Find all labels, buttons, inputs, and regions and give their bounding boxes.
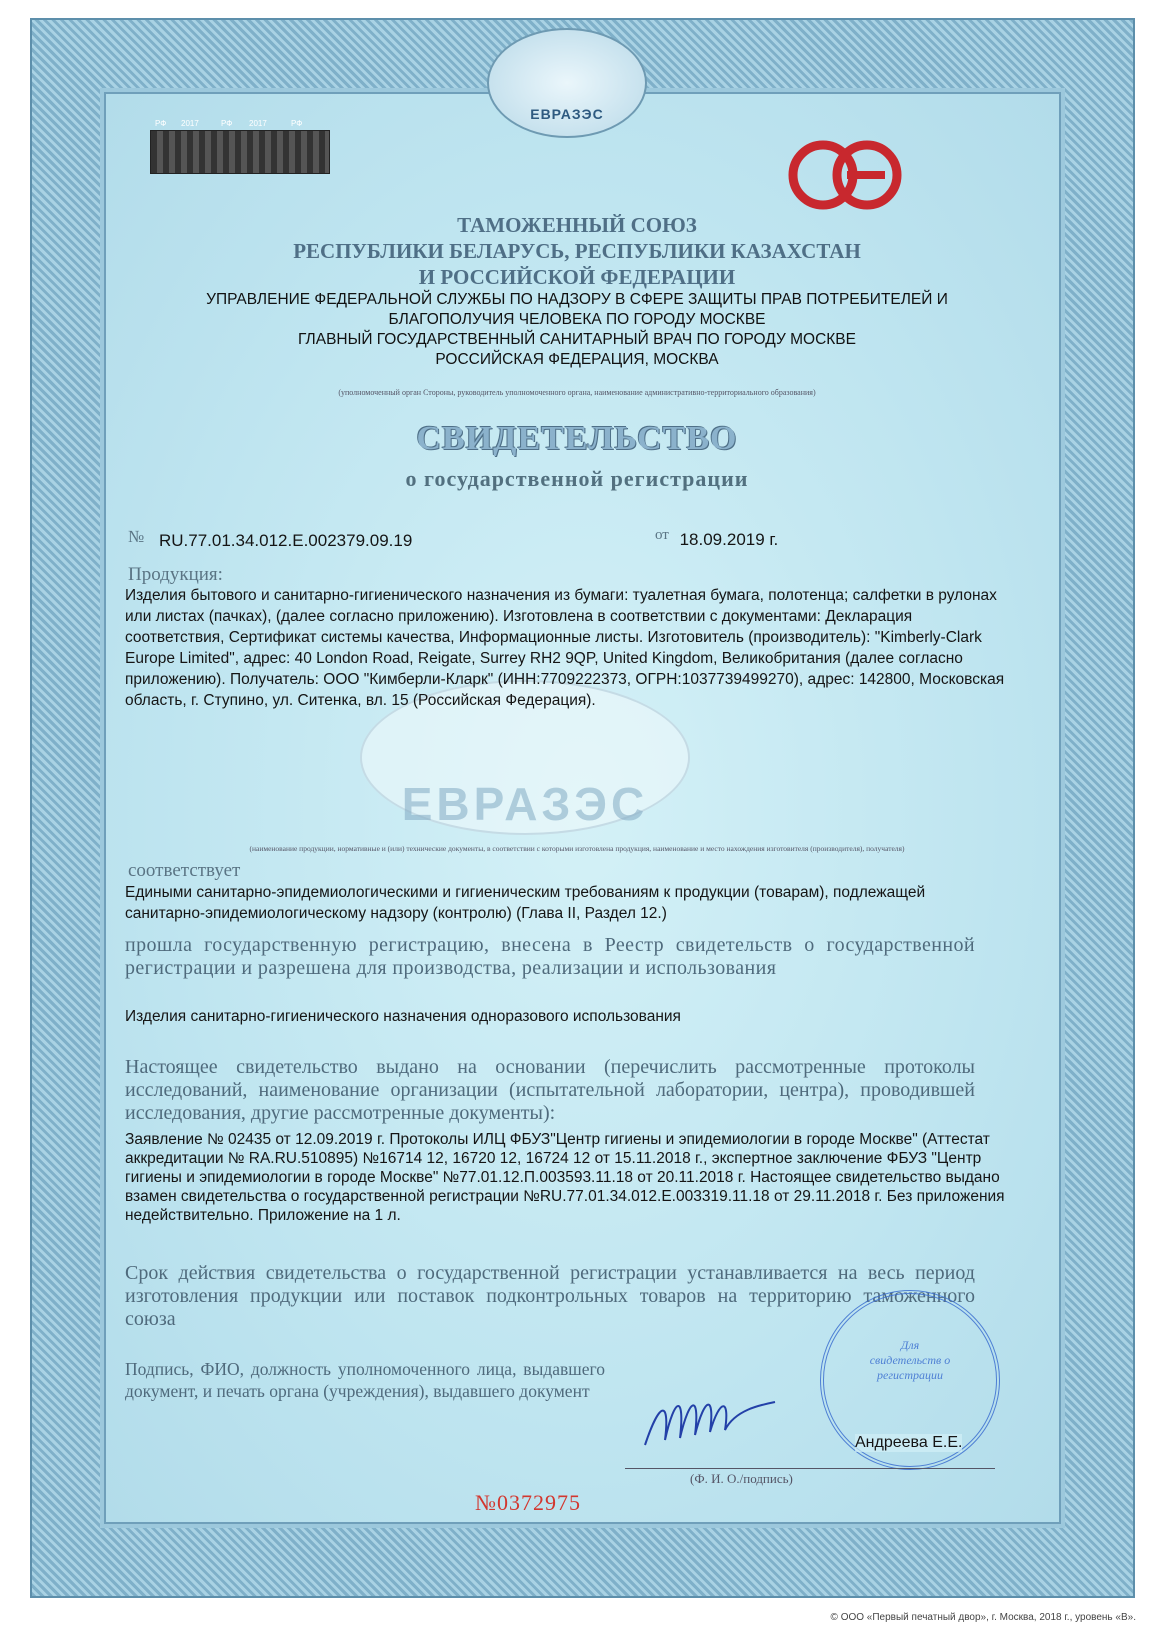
document-title: СВИДЕТЕЛЬСТВО [416, 420, 738, 457]
product-label: Продукция: [128, 564, 223, 585]
printer-footer: © ООО «Первый печатный двор», г. Москва, 2018 г., уровень «В». [830, 1612, 1136, 1623]
union-line: И РОССИЙСКОЙ ФЕДЕРАЦИИ [418, 265, 736, 289]
product-description: Изделия бытового и санитарно-гигиенического назначения из бумаги: туалетная бумага, полотенца; салфетки в рулонах или листах (пачках), (далее согласно приложению). Изготовлена в соответствии с документами: Декларация соответствия, Сертификат системы качества, Информационные листы. Изготовитель (производитель): "Kimberly-Clark Europe Limited", адрес: 40 London Road, Reigate, Surrey RH2 9QP, United Kingdom, Великобритания (далее согласно приложению). Получатель: ООО "Кимберли-Кларк" (ИНН:7709222373, ОГРН:1037739499270), адрес: 142800, Московская область, г. Ступино, ул. Ситенка, вл. 15 (Российская Федерация). [125, 587, 1005, 709]
agency-line: ГЛАВНЫЙ ГОСУДАРСТВЕННЫЙ САНИТАРНЫЙ ВРАЧ ПО ГОРОДУ МОСКВЕ [298, 331, 856, 348]
watermark-text: ЕВРАЗЭС [401, 778, 649, 830]
holo-mark: РФ [155, 119, 167, 128]
agency-line: РОССИЙСКАЯ ФЕДЕРАЦИЯ, МОСКВА [435, 351, 719, 368]
serial-number: №0372975 [475, 1490, 581, 1515]
agency-block [0, 290, 1154, 370]
conformity-label: соответствует [128, 860, 241, 881]
date-label: от [655, 527, 669, 543]
holo-mark: 2017 [249, 119, 267, 128]
logo-text: ЕВРАЗЭС [530, 106, 604, 122]
signature-scribble-icon [640, 1390, 780, 1450]
number-label: № [128, 527, 145, 546]
signature-label: Подпись, ФИО, должность уполномоченного лица, выдавшего документ, и печать органа (учреждения), выдавшего документ [125, 1359, 605, 1401]
number-value: RU.77.01.34.012.E.002379.09.19 [158, 531, 413, 550]
basis-label: Настоящее свидетельство выдано на основании (перечислить рассмотренные протоколы исследований, наименование организации (испытательной лаборатории, центра), проводившей исследования, другие рассмотренные документы): [125, 1056, 975, 1124]
date-value: 18.09.2019 г. [679, 530, 779, 549]
holo-mark: РФ [221, 119, 233, 128]
union-line: ТАМОЖЕННЫЙ СОЮЗ [457, 213, 697, 237]
evrazes-logo [487, 28, 647, 138]
stamp-text: Для свидетельств о регистрации [869, 1337, 951, 1382]
conformity-mark-icon [785, 140, 905, 210]
hologram-strip [150, 119, 330, 174]
union-line: РЕСПУБЛИКИ БЕЛАРУСЬ, РЕСПУБЛИКИ КАЗАХСТАН [293, 239, 861, 263]
usage-scope: Изделия санитарно-гигиенического назначения одноразового использования [125, 1008, 681, 1025]
signatory-name: Андреева Е.Е. [855, 1434, 963, 1451]
document-subtitle: о государственной регистрации [405, 466, 749, 491]
registration-statement: прошла государственную регистрацию, внесена в Реестр свидетельств о государственной регистрации и разрешена для производства, реализации и использования [125, 934, 975, 979]
holo-mark: 2017 [181, 119, 199, 128]
union-title [0, 212, 1154, 290]
agency-line: УПРАВЛЕНИЕ ФЕДЕРАЛЬНОЙ СЛУЖБЫ ПО НАДЗОРУ В СФЕРЕ ЗАЩИТЫ ПРАВ ПОТРЕБИТЕЛЕЙ И [206, 291, 948, 308]
agency-caption: (уполномоченный орган Стороны, руководитель уполномоченного органа, наименование административно-территориального образования) [338, 388, 816, 397]
agency-line: БЛАГОПОЛУЧИЯ ЧЕЛОВЕКА ПО ГОРОДУ МОСКВЕ [388, 311, 766, 328]
product-caption: (наименование продукции, нормативные и (или) технические документы, в соответствии с которыми изготовлена продукция, наименование и место нахождения изготовителя (производителя), получателя) [249, 844, 905, 853]
validity-statement: Срок действия свидетельства о государственной регистрации устанавливается на весь период изготовления продукции или поставок подконтрольных товаров на территорию таможенного союза [125, 1262, 975, 1330]
signature-caption: (Ф. И. О./подпись) [690, 1471, 793, 1486]
conformity-text: Едиными санитарно-эпидемиологическими и гигиеническим требованиям к продукции (товарам), подлежащей санитарно-эпидемиологическому надзору (контролю) (Глава II, Раздел 12.) [125, 884, 926, 922]
signature-line [625, 1468, 995, 1469]
basis-text: Заявление № 02435 от 12.09.2019 г. Протоколы ИЛЦ ФБУЗ"Центр гигиены и эпидемиологии в городе Москве" (Аттестат аккредитации № RA.RU.510895) №16714 12, 16720 12, 16724 12 от 15.11.2018 г., экспертное заключение ФБУЗ "Центр гигиены и эпидемиологии в городе Москве" №77.01.12.П.003593.11.18 от 20.11.2018 г. Настоящее свидетельство выдано взамен свидетельства о государственной регистрации №RU.77.01.34.012.E.003319.11.18 от 29.11.2018 г. Без приложения недействительно. Приложение на 1 л. [125, 1131, 1005, 1224]
registration-number [128, 527, 412, 551]
registration-date [655, 527, 778, 550]
holo-mark: РФ [291, 119, 303, 128]
